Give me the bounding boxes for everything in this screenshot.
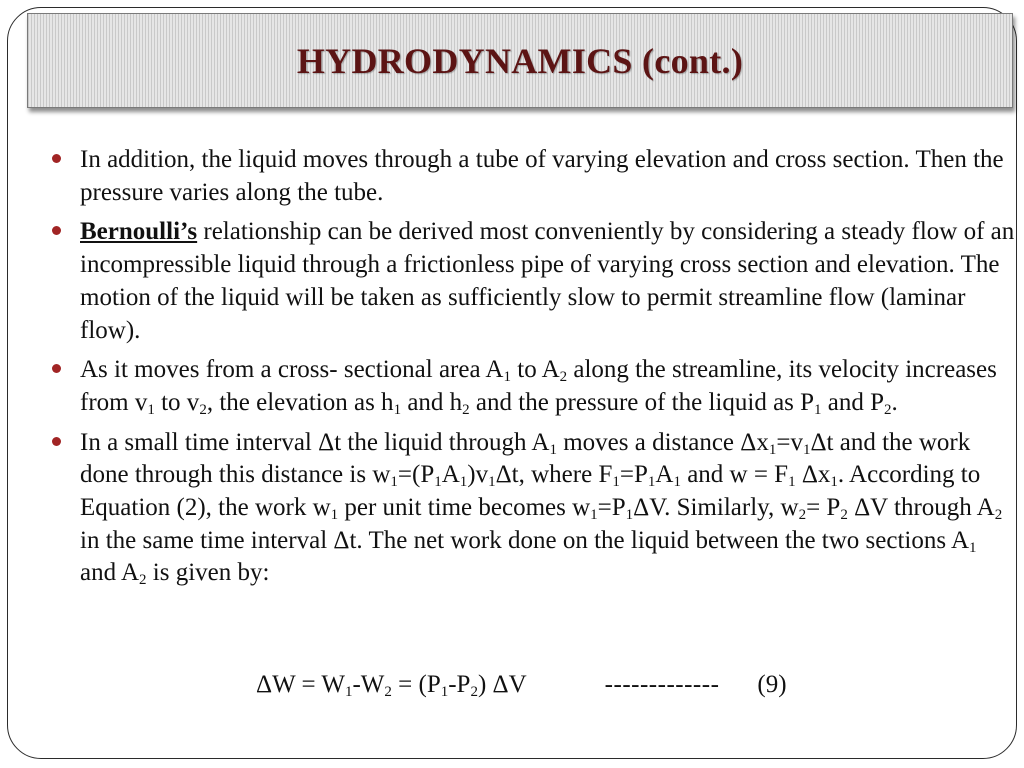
slide-title: HYDRODYNAMICS (cont.) [296,40,744,81]
equation-line [256,671,787,699]
bullet-item [52,354,1018,419]
bullet-dot-icon [52,437,61,446]
bullet-list [52,144,1018,597]
bullet-text: In addition, the liquid moves through a tube of varying elevation and cross section. Then the pressure varies along the tube. [80,146,1004,206]
equation-leader-dashes: ------------- [604,671,720,698]
bernoulli-term: Bernoulli’s [80,218,198,246]
equation-number: (9) [757,671,787,698]
bullet-item [52,144,1018,209]
bullet-dot-icon [52,226,61,235]
bullet-item [52,427,1018,591]
bullet-dot-icon [52,364,61,373]
title-bar [27,13,1013,108]
equation: $\Delta W = W_1-W_2 = (P_1-P_2)$ ΔV [256,671,527,701]
bullet-dot-icon [52,154,61,163]
bullet-text: relationship can be derived most conveniently by considering a steady flow of an incompressible liquid through a frictionless pipe of varying cross section and elevation. The motion of the liquid will be taken as sufficiently slow to permit streamline flow (laminar flow). [80,218,1015,344]
bullet-item [52,216,1018,347]
bullet-text: In a small time interval Δt the liquid through $A_1$ moves a distance $\Delta x_1=v_1\Delta t$ and the work done through this distance is $w_1=(P_1A_1)v_1\Delta t$, where $F_1=P_1A_1$ and $w = F_1$ $\Delta x_1$. According to Equation (2), the work $w_1$ per unit time becomes $w_1=P_1\Delta V$. Similarly, $w_2= P_2$ ΔV through $A_2$ in the same time interval Δt. The net work done on the liquid between the two sections $A_1$ and $A_2$ is given by: [80,428,1003,589]
bullet-text: As it moves from a cross- sectional area $A_1$ to $A_2$ along the streamline, its velocity increases from $v_1$ to $v_2$, the elevation as $h_1$ and $h_2$ and the pressure of the liquid as $P_1$ and $P_2$. [80,356,997,419]
